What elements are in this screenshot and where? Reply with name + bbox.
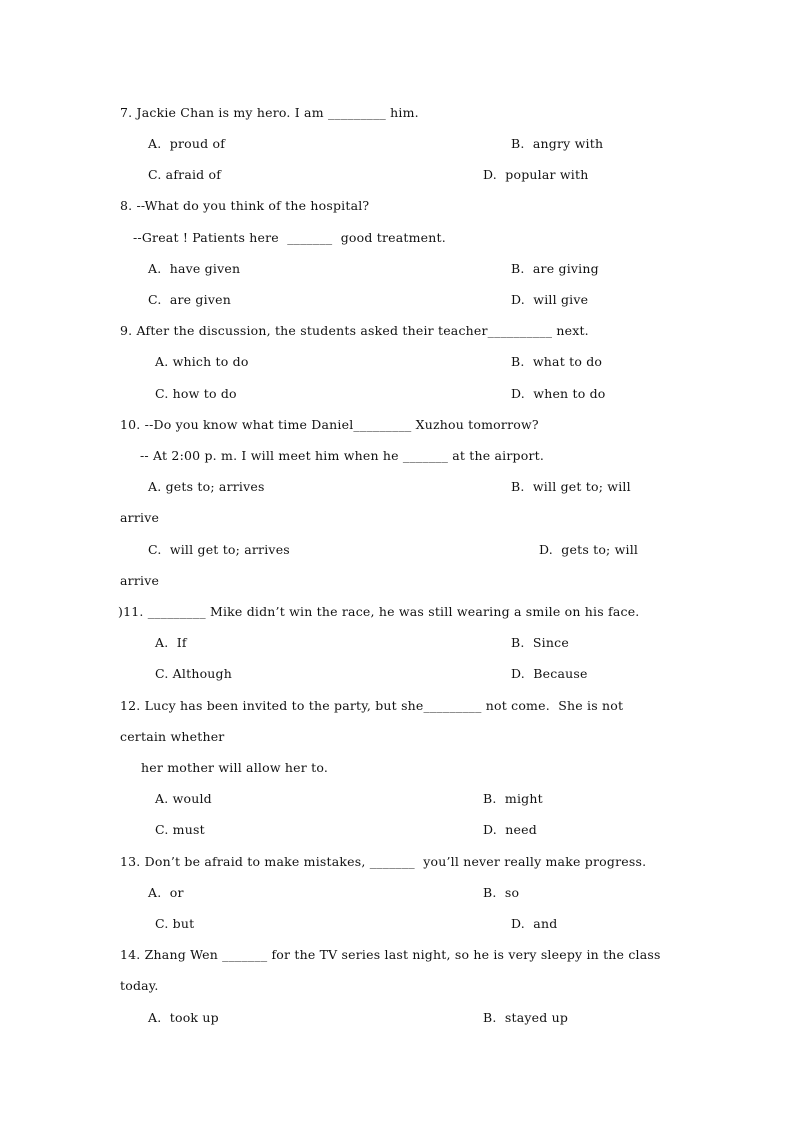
question-12-option-c: C. must (155, 822, 205, 837)
question-9-stem: 9. After the discussion, the students asked their teacher__________ next. (120, 323, 589, 338)
question-12-stem-line-3: her mother will allow her to. (141, 760, 329, 775)
question-7-stem: 7. Jackie Chan is my hero. I am _________ him. (120, 105, 419, 120)
question-10-stem-line-2: -- At 2:00 p. m. I will meet him when he _______ at the airport. (140, 448, 545, 463)
question-14-stem: 14. Zhang Wen _______ for the TV series last night, so he is very sleepy in the class (120, 947, 661, 962)
question-11-option-c: C. Although (155, 666, 232, 681)
question-11-option-d: D. Because (511, 666, 588, 681)
question-12-stem: 12. Lucy has been invited to the party, but she_________ not come. She is not (120, 698, 624, 713)
question-10-option-d: D. gets to; will (539, 542, 639, 557)
question-8-option-a: A. have given (148, 261, 241, 276)
question-13-option-b: B. so (483, 885, 520, 900)
question-10-option-a: A. gets to; arrives (148, 479, 265, 494)
question-11-option-a: A. If (155, 635, 187, 650)
question-10-stem: 10. --Do you know what time Daniel_________ Xuzhou tomorrow? (120, 417, 539, 432)
question-12-option-a: A. would (155, 791, 212, 806)
question-7-option-c: C. afraid of (148, 167, 222, 182)
question-13-option-a: A. or (148, 885, 184, 900)
question-13-option-d: D. and (511, 916, 558, 931)
question-8-option-c: C. are given (148, 292, 231, 307)
question-12-option-b: B. might (483, 791, 543, 806)
question-9-option-a: A. which to do (155, 354, 249, 369)
question-8-stem: 8. --What do you think of the hospital? (120, 198, 370, 213)
question-7-option-d: D. popular with (483, 167, 589, 182)
question-12-stem-line-2: certain whether (120, 729, 225, 744)
question-13-option-c: C. but (155, 916, 195, 931)
question-14-option-a: A. took up (148, 1010, 219, 1025)
question-10-option-c: C. will get to; arrives (148, 542, 290, 557)
question-10-option-b-wrap: arrive (120, 510, 160, 525)
question-9-option-c: C. how to do (155, 386, 237, 401)
question-11-stem: )11. _________ Mike didn’t win the race, he was still wearing a smile on his face. (118, 604, 640, 619)
question-8-stem-line-2: --Great ! Patients here _______ good treatment. (133, 230, 446, 245)
question-11-option-b: B. Since (511, 635, 569, 650)
question-13-stem: 13. Don’t be afraid to make mistakes, _______ you’ll never really make progress. (120, 854, 647, 869)
question-7-option-b: B. angry with (511, 136, 604, 151)
question-8-option-d: D. will give (511, 292, 589, 307)
question-10-option-d-wrap: arrive (120, 573, 160, 588)
question-9-option-d: D. when to do (511, 386, 606, 401)
question-12-option-d: D. need (483, 822, 537, 837)
question-14-option-b: B. stayed up (483, 1010, 569, 1025)
question-10-option-b: B. will get to; will (511, 479, 631, 494)
question-8-option-b: B. are giving (511, 261, 599, 276)
question-14-stem-line-2: today. (120, 978, 159, 993)
question-7-option-a: A. proud of (148, 136, 226, 151)
question-9-option-b: B. what to do (511, 354, 603, 369)
